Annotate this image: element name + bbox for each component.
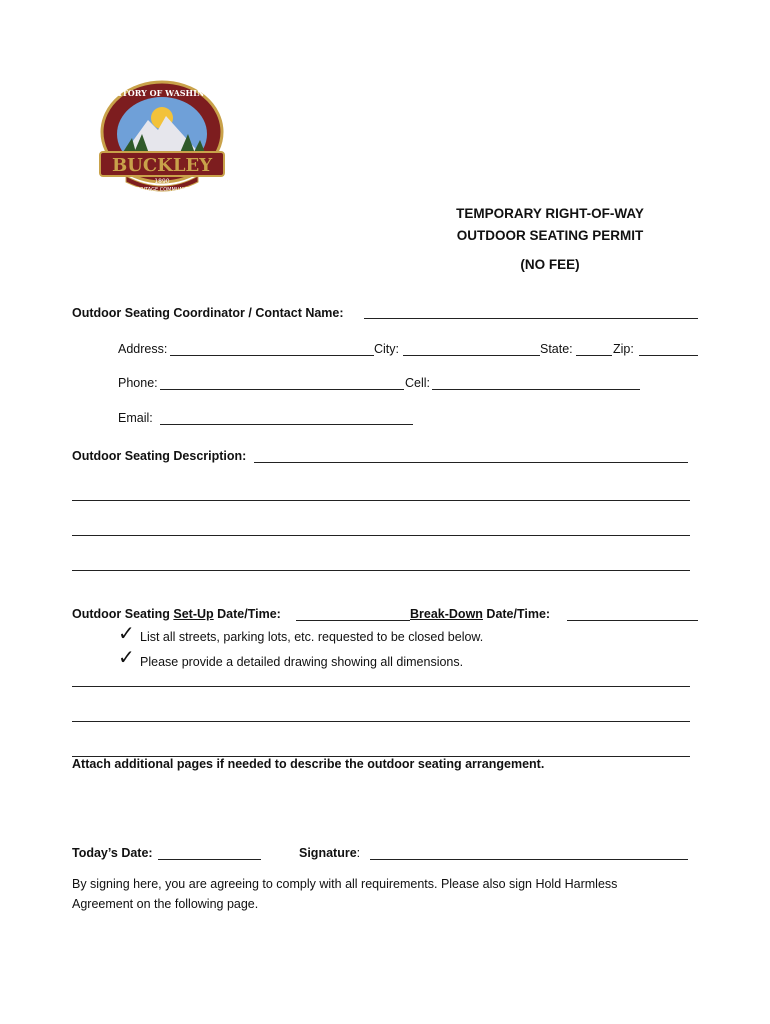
signature-field[interactable] [370,859,688,860]
title-line-3: (NO FEE) [520,257,580,272]
phone-field[interactable] [160,389,404,390]
checklist-item-1: List all streets, parking lots, etc. requested to be closed below. [140,630,484,644]
svg-text:BUCKLEY: BUCKLEY [111,155,213,176]
email-field[interactable] [160,424,413,425]
breakdown-field[interactable] [567,620,698,621]
description-field-line-2[interactable] [72,500,690,501]
setup-field[interactable] [296,620,410,621]
zip-label: Zip: [613,342,634,356]
check-mark-icon: ✓ [118,647,135,669]
todays-date-label: Today’s Date: [72,846,153,860]
breakdown-label: Break-Down Date/Time: [410,607,551,621]
cell-field[interactable] [432,389,640,390]
agreement-text-line-2: Agreement on the following page. [72,897,259,911]
check-mark-icon: ✓ [118,623,135,645]
svg-text:TERRITORY OF WASHINGTON: TERRITORY OF WASHINGTON [92,88,232,98]
agreement-text-line-1: By signing here, you are agreeing to comply with all requirements. Please also sign Hold Harmless [72,877,618,891]
closure-field-line-2[interactable] [72,721,690,722]
city-field[interactable] [403,355,540,356]
svg-text:HERITAGE COMMUNITY: HERITAGE COMMUNITY [133,187,191,193]
signature-label: Signature: [299,846,361,860]
address-label: Address: [118,342,168,356]
zip-field[interactable] [639,355,698,356]
description-field-line-3[interactable] [72,535,690,536]
cell-label: Cell: [405,376,431,390]
description-field-line-4[interactable] [72,570,690,571]
city-label: City: [374,342,399,356]
coordinator-label: Outdoor Seating Coordinator / Contact Name: [72,306,344,320]
state-label: State: [540,342,573,356]
email-label: Email: [118,411,153,425]
checklist-item-2: Please provide a detailed drawing showing all dimensions. [140,655,464,669]
setup-label: Outdoor Seating Set-Up Date/Time: [72,607,281,621]
todays-date-field[interactable] [158,859,261,860]
title-line-1: TEMPORARY RIGHT-OF-WAY [456,206,644,221]
closure-field-line-1[interactable] [72,686,690,687]
svg-text:1890: 1890 [154,178,170,185]
city-seal-logo [92,78,232,196]
state-field[interactable] [576,355,612,356]
description-label: Outdoor Seating Description: [72,449,247,463]
title-line-2: OUTDOOR SEATING PERMIT [456,228,644,243]
attach-note: Attach additional pages if needed to describe the outdoor seating arrangement. [72,757,545,771]
description-field-line-1[interactable] [254,462,688,463]
address-field[interactable] [170,355,374,356]
phone-label: Phone: [118,376,158,390]
coordinator-field[interactable] [364,318,698,319]
